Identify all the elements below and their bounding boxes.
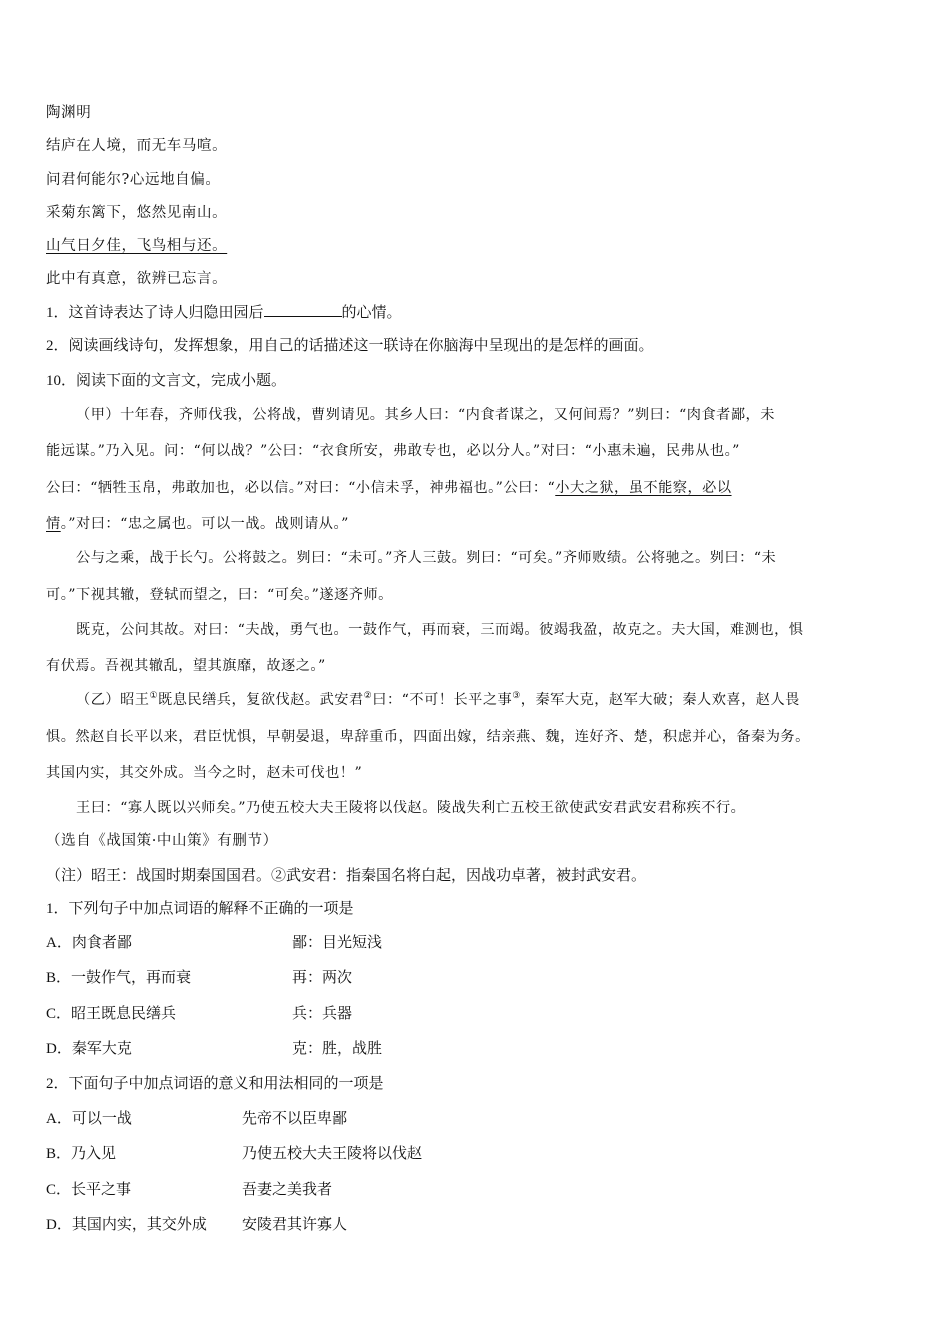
passage-source: （选自《战国策·中山策》有删节） <box>46 833 278 849</box>
option-compare: 吾妻之美我者 <box>242 1182 333 1198</box>
passage-yi-line: 其国内实，其交外成。当今之时，赵未可伐也！” <box>46 765 363 781</box>
option-sentence: 长平之事 <box>71 1182 132 1198</box>
option-row <box>46 933 132 953</box>
poem-question-1 <box>46 302 402 323</box>
passage-yi-line: 王曰：“寡人既以兴师矣。”乃使五校大夫王陵将以伐赵。陵战失利亡五校王欲使武安君武安君称疾不行。 <box>76 800 746 816</box>
poem-line: 采菊东篱下，悠然见南山。 <box>46 205 228 221</box>
option-letter: C． <box>46 1006 72 1022</box>
footnote-marker: ② <box>363 691 373 701</box>
passage-jia-line: （甲）十年春，齐师伐我，公将战，曹刿请见。其乡人曰：“内食者谋之，又何间焉？”刿曰：“肉食者鄙，未 <box>76 407 775 423</box>
option-gloss: 鄙：目光短浅 <box>292 935 383 951</box>
poem-line: 问君何能尔?心远地自偏。 <box>46 172 221 188</box>
option-sentence: 其国内实，其交外成 <box>71 1217 207 1233</box>
poem-author: 陶渊明 <box>46 105 92 121</box>
option-row <box>46 1039 132 1059</box>
passage-jia-line <box>46 478 904 498</box>
option-compare: 先帝不以臣卑鄙 <box>242 1111 348 1127</box>
passage-yi-line: 惧。然赵自长平以来，君臣忧惧，早朝晏退，卑辞重币，四面出嫁，结亲燕、魏，连好齐、楚，积虑并心，备秦为务。 <box>46 729 810 745</box>
passage-notes: （注）昭王：战国时期秦国国君。②武安君：指秦国名将白起，因战功卓著，被封武安君。 <box>46 868 647 884</box>
answer-blank <box>264 302 342 317</box>
option-gloss: 兵：兵器 <box>292 1006 353 1022</box>
underlined-sentence: 小大之狱，虽不能察，必以 <box>555 480 732 496</box>
poem-line-underlined: 山气日夕佳，飞鸟相与还。 <box>46 238 228 254</box>
option-letter: D． <box>46 1217 72 1233</box>
option-gloss: 再：两次 <box>292 970 353 986</box>
option-row <box>46 1004 176 1024</box>
option-sentence: 昭王既息民缮兵 <box>71 1006 177 1022</box>
footnote-marker: ① <box>149 691 159 701</box>
poem-line: 结庐在人境，而无车马喧。 <box>46 138 228 154</box>
passage-jia-line: 有伏焉。吾视其辙乱，望其旗靡，故逐之。” <box>46 658 326 674</box>
footnote-marker: ③ <box>512 691 521 701</box>
passage-jia-line <box>46 514 904 534</box>
poem-question-2: 2．阅读画线诗句，发挥想象，用自己的话描述这一联诗在你脑海中呈现出的是怎样的画面。 <box>46 338 654 354</box>
passage-jia-line: 可。”下视其辙，登轼而望之，曰：“可矣。”遂逐齐师。 <box>46 587 393 603</box>
option-letter: C． <box>46 1182 72 1198</box>
subquestion-1-stem: 1．下列句子中加点词语的解释不正确的一项是 <box>46 901 354 917</box>
passage-text: 曰：“不可！长平之事 <box>372 692 513 708</box>
option-letter: A． <box>46 935 72 951</box>
option-compare: 乃使五校大夫王陵将以伐赵 <box>242 1146 423 1162</box>
passage-jia-line: 公与之乘，战于长勺。公将鼓之。刿曰：“未可。”齐人三鼓。刿曰：“可矣。”齐师败绩。公将驰之。刿曰：“未 <box>76 550 777 566</box>
question-text: 1．这首诗表达了诗人归隐田园后 <box>46 305 264 321</box>
passage-jia-line: 能远谋。”乃入见。问：“何以战？”公曰：“衣食所安，弗敢专也，必以分人。”对曰：“小惠未遍，民弗从也。” <box>46 443 740 459</box>
option-letter: A． <box>46 1111 72 1127</box>
subquestion-2-stem: 2．下面句子中加点词语的意义和用法相同的一项是 <box>46 1076 384 1092</box>
option-row <box>46 1144 116 1164</box>
option-letter: B． <box>46 970 72 986</box>
option-row <box>46 968 191 988</box>
option-gloss: 克：胜，战胜 <box>292 1041 383 1057</box>
option-sentence: 肉食者鄙 <box>71 935 132 951</box>
option-letter: D． <box>46 1041 72 1057</box>
option-letter: B． <box>46 1146 72 1162</box>
option-sentence: 乃入见 <box>71 1146 117 1162</box>
passage-text: ，秦军大克，赵军大破；秦人欢喜，赵人畏 <box>520 692 800 708</box>
option-row <box>46 1109 132 1129</box>
passage-jia-line: 既克，公问其故。对曰：“夫战，勇气也。一鼓作气，再而衰，三而竭。彼竭我盈，故克之。夫大国，难测也，惧 <box>76 622 804 638</box>
option-row <box>46 1215 207 1235</box>
passage-text: 公曰：“牺牲玉帛，弗敢加也，必以信。”对曰：“小信未孚，神弗福也。”公曰：“ <box>46 480 556 496</box>
option-sentence: 一鼓作气，再而衰 <box>71 970 192 986</box>
passage-yi-line <box>46 690 904 710</box>
passage-text: 既息民缮兵，复欲伐赵。武安君 <box>158 692 364 708</box>
passage-text: （乙）昭王 <box>76 692 150 708</box>
poem-line: 此中有真意，欲辨已忘言。 <box>46 271 228 287</box>
option-row <box>46 1180 131 1200</box>
option-sentence: 秦军大克 <box>71 1041 132 1057</box>
passage-text: 。”对曰：“忠之属也。可以一战。战则请从。” <box>60 516 349 532</box>
question-10-heading: 10．阅读下面的文言文，完成小题。 <box>46 373 287 389</box>
option-sentence: 可以一战 <box>71 1111 132 1127</box>
underlined-sentence: 情 <box>46 516 61 532</box>
question-text: 的心情。 <box>341 305 402 321</box>
option-compare: 安陵君其许寡人 <box>242 1217 348 1233</box>
